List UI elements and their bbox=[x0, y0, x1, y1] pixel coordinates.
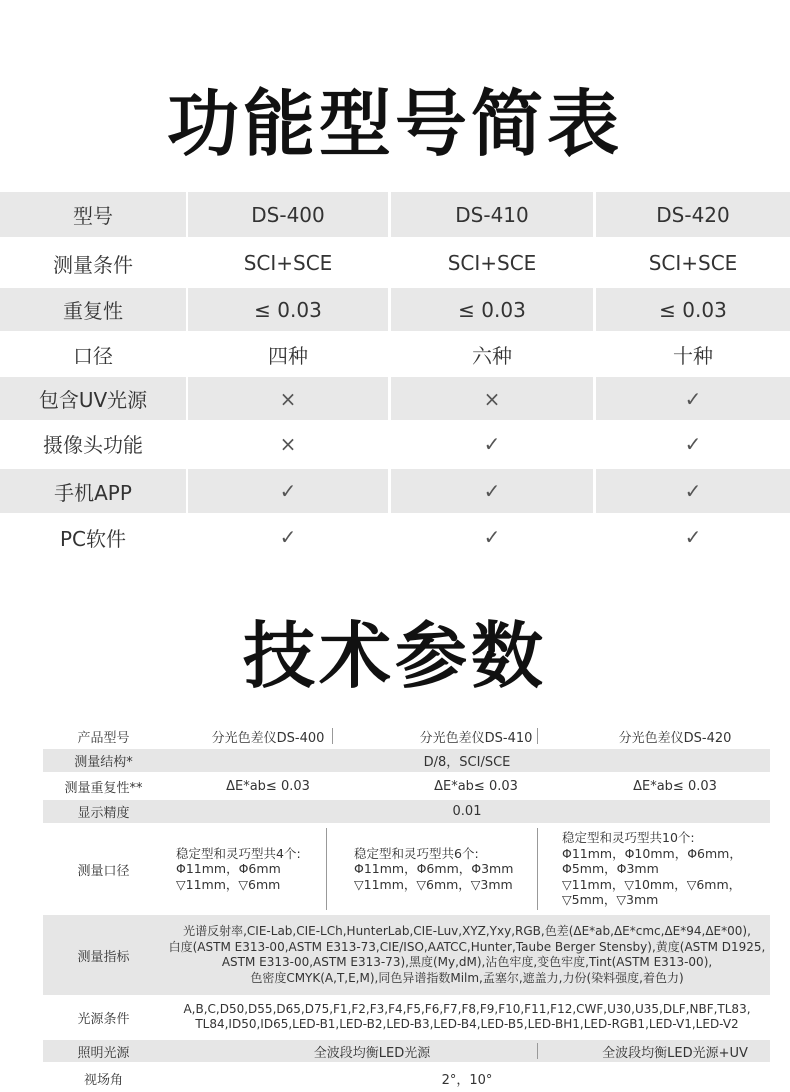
spec-value: 全波段均衡LED光源 bbox=[313, 1045, 431, 1061]
spec-row-aperture bbox=[43, 826, 770, 912]
header-label: 型号 bbox=[0, 192, 186, 237]
cross-icon: × bbox=[188, 377, 388, 420]
check-icon: ✓ bbox=[596, 377, 790, 420]
divider bbox=[537, 728, 538, 744]
spec-label: 光源条件 bbox=[77, 1011, 130, 1027]
feature-header-row bbox=[0, 192, 790, 237]
light-line: A,B,C,D50,D55,D65,D75,F1,F2,F3,F4,F5,F6,F7,F8,F9,F10,F11,F12,CWF,U30,U35,DLF,NBF,TL83, bbox=[183, 1001, 751, 1016]
spec-row-light bbox=[43, 997, 770, 1037]
aperture-line: ▽11mm，▽6mm bbox=[176, 876, 281, 892]
aperture-line: Φ5mm，Φ3mm bbox=[562, 861, 659, 877]
aperture-line: ▽11mm，▽10mm，▽6mm， bbox=[562, 876, 742, 892]
cell: 四种 bbox=[268, 343, 308, 368]
spec-row-illumination bbox=[43, 1040, 770, 1062]
spec-label: 测量结构* bbox=[74, 755, 133, 770]
aperture-line: Φ11mm，Φ6mm bbox=[176, 861, 281, 877]
spec-label: 产品型号 bbox=[77, 730, 130, 746]
spec-value: ΔE*ab≤ 0.03 bbox=[226, 778, 310, 794]
cell: SCI+SCE bbox=[447, 251, 537, 275]
spec-label: 测量指标 bbox=[77, 949, 130, 965]
spec-value bbox=[164, 915, 770, 995]
aperture-line: Φ11mm，Φ6mm，Φ3mm bbox=[354, 861, 514, 877]
spec-value: 分光色差仪DS-410 bbox=[419, 730, 533, 746]
index-line: 光谱反射率,CIE-Lab,CIE-LCh,HunterLab,CIE-Luv,XYZ,Yxy,RGB,色差(ΔE*ab,ΔE*cmc,ΔE*94,ΔE*00), bbox=[183, 924, 751, 938]
cell: SCI+SCE bbox=[648, 251, 738, 275]
spec-value bbox=[176, 826, 326, 912]
spec-row-repeatability bbox=[43, 774, 770, 798]
spec-row-product bbox=[43, 724, 770, 748]
cell: SCI+SCE bbox=[243, 251, 333, 275]
spec-row-indices bbox=[43, 915, 770, 995]
divider bbox=[537, 828, 538, 910]
aperture-line: 稳定型和灵巧型共10个: bbox=[562, 830, 695, 846]
row-label: 口径 bbox=[73, 343, 113, 368]
check-icon: ✓ bbox=[188, 469, 388, 513]
row-label: 重复性 bbox=[0, 288, 186, 331]
aperture-line: Φ11mm，Φ10mm，Φ6mm， bbox=[562, 845, 742, 861]
row-label: 摄像头功能 bbox=[43, 433, 143, 457]
cell: ≤ 0.03 bbox=[391, 288, 593, 331]
spec-label: 测量口径 bbox=[77, 863, 130, 879]
feature-row bbox=[0, 377, 790, 420]
spec-value: 全波段均衡LED光源+UV bbox=[602, 1045, 748, 1061]
check-icon: ✓ bbox=[684, 431, 702, 456]
spec-label: 显示精度 bbox=[77, 806, 130, 821]
cross-icon: × bbox=[279, 431, 297, 456]
spec-row-view-angle bbox=[43, 1066, 770, 1090]
check-icon: ✓ bbox=[596, 469, 790, 513]
index-line: ASTM E313-00,ASTM E313-73),黑度(My,dM),沾色牢度,变色牢度,Tint(ASTM E313-00), bbox=[221, 955, 713, 969]
check-icon: ✓ bbox=[684, 525, 702, 549]
check-icon: ✓ bbox=[391, 469, 593, 513]
model-ds410: DS-410 bbox=[391, 192, 593, 237]
check-icon: ✓ bbox=[483, 525, 501, 549]
feature-row bbox=[0, 469, 790, 513]
cell: 六种 bbox=[472, 343, 512, 368]
spec-value bbox=[164, 997, 770, 1037]
divider bbox=[537, 1043, 538, 1059]
cell: ≤ 0.03 bbox=[188, 288, 388, 331]
aperture-line: ▽5mm，▽3mm bbox=[562, 892, 659, 908]
aperture-line: 稳定型和灵巧型共6个: bbox=[354, 845, 479, 861]
model-ds420: DS-420 bbox=[596, 192, 790, 237]
row-label: PC软件 bbox=[59, 526, 127, 551]
light-line: TL84,ID50,ID65,LED-B1,LED-B2,LED-B3,LED-B4,LED-B5,LED-BH1,LED-RGB1,LED-V1,LED-V2 bbox=[195, 1017, 739, 1031]
aperture-line: 稳定型和灵巧型共4个: bbox=[176, 845, 301, 861]
spec-label: 照明光源 bbox=[77, 1045, 130, 1061]
feature-row bbox=[0, 288, 790, 331]
spec-label: 视场角 bbox=[83, 1072, 123, 1088]
model-ds400: DS-400 bbox=[188, 192, 388, 237]
cross-icon: × bbox=[391, 377, 593, 420]
spec-row-precision bbox=[43, 800, 770, 823]
feature-row bbox=[0, 242, 790, 284]
spec-value: D/8，SCI/SCE bbox=[423, 755, 511, 770]
divider bbox=[332, 728, 333, 744]
check-icon: ✓ bbox=[483, 431, 501, 456]
row-label: 包含UV光源 bbox=[0, 377, 186, 420]
section-title-specs: 技术参数 bbox=[242, 614, 547, 698]
feature-row bbox=[0, 422, 790, 465]
divider bbox=[326, 828, 327, 910]
spec-value: 分光色差仪DS-420 bbox=[618, 730, 732, 746]
spec-label: 测量重复性** bbox=[64, 780, 143, 796]
row-label: 测量条件 bbox=[53, 252, 133, 277]
spec-value: ΔE*ab≤ 0.03 bbox=[434, 778, 518, 794]
spec-value bbox=[354, 826, 534, 912]
spec-value: 0.01 bbox=[452, 804, 482, 819]
spec-value: ΔE*ab≤ 0.03 bbox=[633, 778, 717, 794]
index-line: 色密度CMYK(A,T,E,M),同色异谱指数Milm,孟塞尔,遮盖力,力份(染料强度,着色力) bbox=[250, 970, 684, 985]
spec-row-structure bbox=[43, 749, 770, 772]
index-line: 白度(ASTM E313-00,ASTM E313-73,CIE/ISO,AATCC,Hunter,Taube Berger Stensby),黄度(ASTM D1925, bbox=[168, 939, 766, 954]
feature-row bbox=[0, 333, 790, 375]
feature-row bbox=[0, 515, 790, 559]
check-icon: ✓ bbox=[279, 525, 297, 549]
row-label: 手机APP bbox=[0, 469, 186, 513]
spec-value bbox=[562, 826, 770, 912]
cell: 十种 bbox=[673, 343, 713, 368]
spec-value: 分光色差仪DS-400 bbox=[211, 730, 325, 746]
section-title-features: 功能型号简表 bbox=[166, 82, 623, 166]
spec-value: 2°，10° bbox=[441, 1072, 493, 1088]
aperture-line: ▽11mm，▽6mm，▽3mm bbox=[354, 876, 513, 892]
cell: ≤ 0.03 bbox=[596, 288, 790, 331]
